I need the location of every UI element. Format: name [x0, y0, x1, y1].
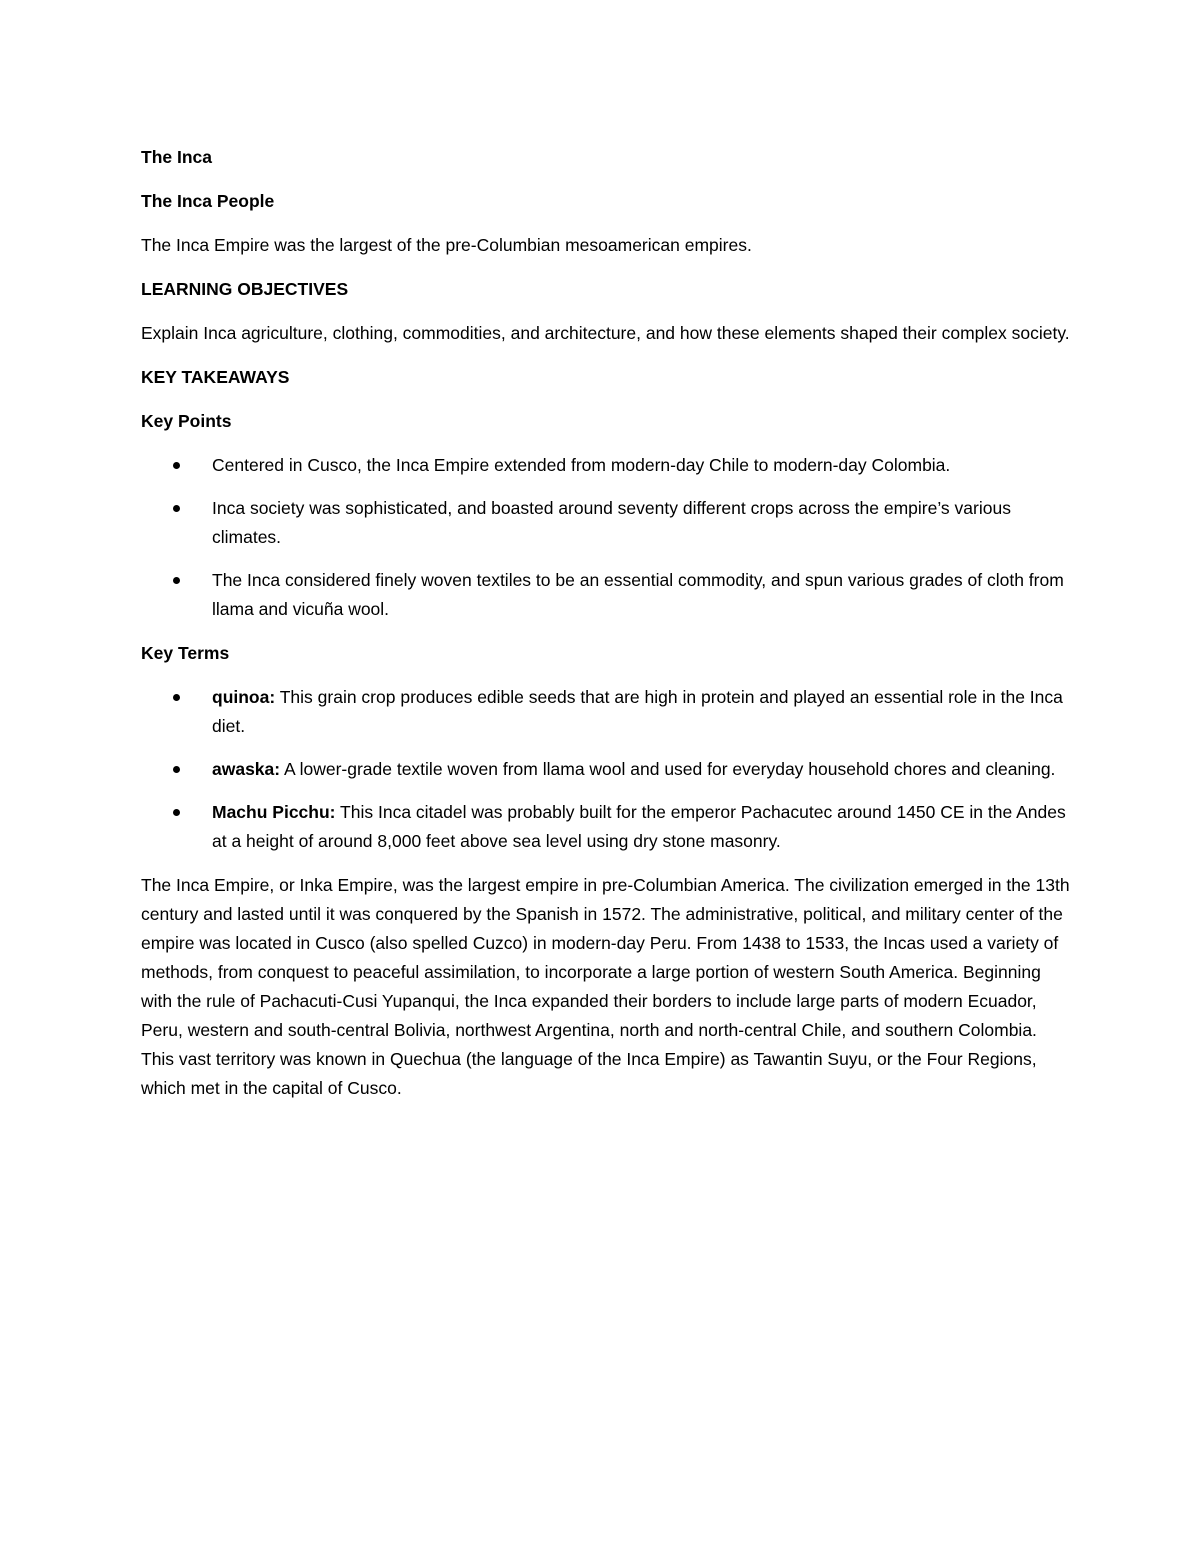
- list-item: [141, 798, 1071, 856]
- document-title: The Inca: [141, 147, 212, 167]
- list-item: [141, 683, 1071, 741]
- bullet-icon: [173, 462, 180, 469]
- key-term: awaska:: [212, 759, 281, 779]
- key-term-definition: This grain crop produces edible seeds that are high in protein and played an essential role in the Inca diet.: [212, 687, 1063, 736]
- key-term: Machu Picchu:: [212, 802, 336, 822]
- bullet-icon: [173, 694, 180, 701]
- list-item: [141, 755, 1071, 784]
- document-page: [141, 143, 1071, 1103]
- bullet-icon: [173, 809, 180, 816]
- section-title: The Inca People: [141, 191, 275, 211]
- list-item: [141, 494, 1071, 552]
- body-paragraph: The Inca Empire, or Inka Empire, was the largest empire in pre-Columbian America. The civilization emerged in the 13th century and lasted until it was conquered by the Spanish in 1572. The administrative, political, and military center of the empire was located in Cusco (also spelled Cuzco) in modern-day Peru. From 1438 to 1533, the Incas used a variety of methods, from conquest to peaceful assimilation, to incorporate a large portion of western South America. Beginning with the rule of Pachacuti-Cusi Yupanqui, the Inca expanded their borders to include large parts of modern Ecuador, Peru, western and south-central Bolivia, northwest Argentina, north and north-central Chile, and southern Colombia. This vast territory was known in Quechua (the language of the Inca Empire) as Tawantin Suyu, or the Four Regions, which met in the capital of Cusco.: [141, 875, 1070, 1098]
- key-point-text: Inca society was sophisticated, and boasted around seventy different crops across the empire’s various climates.: [212, 498, 1011, 547]
- bullet-icon: [173, 577, 180, 584]
- key-point-text: The Inca considered finely woven textiles to be an essential commodity, and spun various grades of cloth from llama and vicuña wool.: [212, 570, 1064, 619]
- key-terms-list: [141, 683, 1071, 856]
- key-term-definition: This Inca citadel was probably built for the emperor Pachacutec around 1450 CE in the Andes at a height of around 8,000 feet above sea level using dry stone masonry.: [212, 802, 1066, 851]
- key-term: quinoa:: [212, 687, 276, 707]
- list-item: [141, 566, 1071, 624]
- learning-objectives-heading: LEARNING OBJECTIVES: [141, 279, 349, 299]
- key-points-list: [141, 451, 1071, 624]
- key-terms-heading: Key Terms: [141, 643, 230, 663]
- key-takeaways-heading: KEY TAKEAWAYS: [141, 367, 290, 387]
- key-term-definition: A lower-grade textile woven from llama wool and used for everyday household chores and cleaning.: [280, 759, 1056, 779]
- learning-objectives-text: Explain Inca agriculture, clothing, commodities, and architecture, and how these elements shaped their complex society.: [141, 323, 1070, 343]
- list-item: [141, 451, 1071, 480]
- key-points-heading: Key Points: [141, 411, 232, 431]
- bullet-icon: [173, 766, 180, 773]
- intro-paragraph: The Inca Empire was the largest of the pre-Columbian mesoamerican empires.: [141, 235, 752, 255]
- bullet-icon: [173, 505, 180, 512]
- key-point-text: Centered in Cusco, the Inca Empire extended from modern-day Chile to modern-day Colombia.: [212, 455, 951, 475]
